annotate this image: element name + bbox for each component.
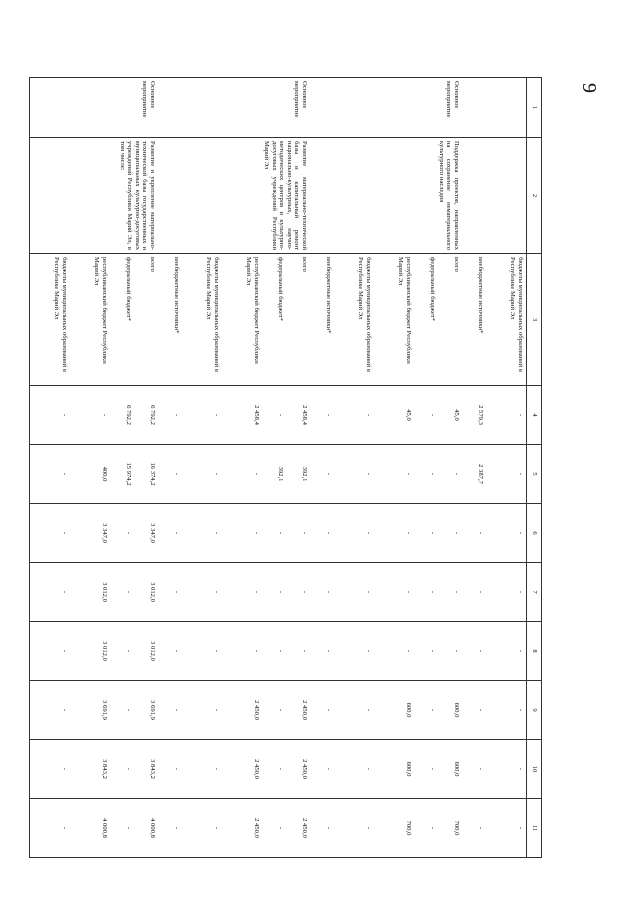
amount-cell: - <box>262 563 286 622</box>
amount-cell: - <box>310 681 334 740</box>
funding-source-cell: бюджеты муниципальных образований в Республике Марий Эл <box>334 254 374 386</box>
amount-cell: - <box>310 799 334 858</box>
amount-cell: 600,0 <box>438 681 462 740</box>
amount-cell: - <box>374 563 414 622</box>
amount-cell: - <box>110 622 134 681</box>
amount-cell: - <box>374 445 414 504</box>
amount-cell: - <box>414 622 438 681</box>
amount-cell: 2 450,0 <box>286 740 310 799</box>
amount-cell: - <box>414 504 438 563</box>
amount-cell: - <box>310 563 334 622</box>
amount-cell: 700,0 <box>438 799 462 858</box>
amount-cell: 2 579,3 <box>462 386 486 445</box>
table-row <box>438 78 462 858</box>
amount-cell: 3 691,9 <box>134 681 158 740</box>
amount-cell: 3 843,2 <box>70 740 110 799</box>
amount-cell: - <box>110 799 134 858</box>
amount-cell: - <box>110 740 134 799</box>
amount-cell: - <box>486 386 527 445</box>
activity-type-cell: Основное мероприятие <box>310 78 462 138</box>
amount-cell: 600,0 <box>438 740 462 799</box>
table-row <box>286 78 310 858</box>
amount-cell: - <box>182 799 222 858</box>
funding-source-cell: всего <box>438 254 462 386</box>
amount-cell: - <box>30 386 71 445</box>
amount-cell: - <box>310 445 334 504</box>
funding-source-cell: республиканский бюджет Республики Марий Эл <box>374 254 414 386</box>
amount-cell: - <box>158 504 182 563</box>
amount-cell: 3 012,0 <box>134 563 158 622</box>
amount-cell: - <box>286 622 310 681</box>
amount-cell: - <box>262 622 286 681</box>
amount-cell: - <box>374 622 414 681</box>
funding-source-cell: всего <box>286 254 310 386</box>
amount-cell: 600,0 <box>374 681 414 740</box>
amount-cell: 4 000,8 <box>70 799 110 858</box>
amount-cell: 45,0 <box>438 386 462 445</box>
amount-cell: - <box>486 504 527 563</box>
funding-source-cell: внебюджетные источники* <box>310 254 334 386</box>
amount-cell: - <box>310 740 334 799</box>
column-number: 10 <box>527 740 542 799</box>
funding-source-cell: федеральный бюджет* <box>262 254 286 386</box>
column-number: 9 <box>527 681 542 740</box>
amount-cell: - <box>222 504 262 563</box>
amount-cell: - <box>486 799 527 858</box>
amount-cell: - <box>30 681 71 740</box>
amount-cell: - <box>182 563 222 622</box>
column-number: 7 <box>527 563 542 622</box>
amount-cell: - <box>70 386 110 445</box>
amount-cell: - <box>438 563 462 622</box>
column-number: 5 <box>527 445 542 504</box>
amount-cell: 3 347,0 <box>134 504 158 563</box>
column-number: 8 <box>527 622 542 681</box>
amount-cell: 6 792,2 <box>110 386 134 445</box>
page-number: 9 <box>578 83 600 93</box>
amount-cell: 4 000,8 <box>134 799 158 858</box>
amount-cell: - <box>30 504 71 563</box>
amount-cell: - <box>158 386 182 445</box>
amount-cell: - <box>310 622 334 681</box>
column-number: 2 <box>527 138 542 254</box>
activity-name-cell: Развитие и укрепление материально-технической базы государственных и муниципальных культурно-досуговых учреждений Республики Марий Эл, в том числе: <box>30 138 159 254</box>
column-number: 6 <box>527 504 542 563</box>
amount-cell: 392,1 <box>286 445 310 504</box>
amount-cell: - <box>262 681 286 740</box>
amount-cell: - <box>182 622 222 681</box>
amount-cell: - <box>334 445 374 504</box>
amount-cell: 45,0 <box>374 386 414 445</box>
amount-cell: 3 012,0 <box>70 622 110 681</box>
column-number: 4 <box>527 386 542 445</box>
column-number: 1 <box>527 78 542 138</box>
amount-cell: - <box>310 504 334 563</box>
amount-cell: 2 450,0 <box>222 799 262 858</box>
column-number: 11 <box>527 799 542 858</box>
funding-source-cell: всего <box>134 254 158 386</box>
amount-cell: - <box>110 504 134 563</box>
amount-cell: - <box>262 740 286 799</box>
amount-cell: 6 792,2 <box>134 386 158 445</box>
amount-cell: 392,1 <box>262 445 286 504</box>
amount-cell: - <box>30 622 71 681</box>
funding-source-cell: республиканский бюджет Республики Марий Эл <box>70 254 110 386</box>
amount-cell: - <box>486 622 527 681</box>
amount-cell: - <box>158 740 182 799</box>
amount-cell: - <box>334 740 374 799</box>
amount-cell: - <box>334 386 374 445</box>
rotated-table-frame <box>53 77 542 857</box>
activity-type-cell <box>462 78 527 138</box>
amount-cell: - <box>462 622 486 681</box>
funding-source-cell: бюджеты муниципальных образований в Республике Марий Эл <box>182 254 222 386</box>
amount-cell: - <box>334 622 374 681</box>
amount-cell: - <box>486 681 527 740</box>
table-row <box>486 78 527 858</box>
amount-cell: - <box>110 563 134 622</box>
amount-cell: - <box>438 445 462 504</box>
amount-cell: - <box>334 563 374 622</box>
amount-cell: - <box>462 799 486 858</box>
amount-cell: - <box>462 740 486 799</box>
amount-cell: - <box>414 563 438 622</box>
amount-cell: 3 012,0 <box>70 563 110 622</box>
amount-cell: - <box>182 445 222 504</box>
amount-cell: 3 691,9 <box>70 681 110 740</box>
activity-name-cell: Поддержка проектов, направленных на сохранение нематериального культурного наследия <box>310 138 462 254</box>
activity-name-cell <box>462 138 527 254</box>
table-body <box>30 78 527 858</box>
amount-cell: 2 450,0 <box>286 799 310 858</box>
rotated-table-container <box>53 77 542 857</box>
amount-cell: - <box>222 445 262 504</box>
amount-cell: - <box>222 563 262 622</box>
amount-cell: - <box>30 445 71 504</box>
amount-cell: - <box>486 445 527 504</box>
amount-cell: 2 450,0 <box>222 740 262 799</box>
amount-cell: - <box>222 622 262 681</box>
amount-cell: - <box>310 386 334 445</box>
amount-cell: - <box>182 504 222 563</box>
table-row <box>134 78 158 858</box>
amount-cell: - <box>414 445 438 504</box>
amount-cell: - <box>182 386 222 445</box>
amount-cell: - <box>374 504 414 563</box>
amount-cell: 2 450,0 <box>286 681 310 740</box>
amount-cell: - <box>414 799 438 858</box>
amount-cell: 3 347,0 <box>70 504 110 563</box>
activity-name-cell: Развитие материально-технической базы и капитальный ремонт национально-культурных, научно-методических центров и культурно-досуговых учреждений Республики Марий Эл <box>158 138 310 254</box>
amount-cell: 2 450,0 <box>222 681 262 740</box>
amount-cell: - <box>30 563 71 622</box>
column-number: 3 <box>527 254 542 386</box>
amount-cell: - <box>462 504 486 563</box>
amount-cell: - <box>158 445 182 504</box>
amount-cell: - <box>414 386 438 445</box>
amount-cell: 2 458,4 <box>222 386 262 445</box>
amount-cell: - <box>414 740 438 799</box>
amount-cell: 3 012,0 <box>134 622 158 681</box>
amount-cell: - <box>486 563 527 622</box>
funding-source-cell: бюджеты муниципальных образований в Республике Марий Эл <box>30 254 71 386</box>
amount-cell: - <box>110 681 134 740</box>
amount-cell: - <box>30 799 71 858</box>
amount-cell: 2 458,4 <box>286 386 310 445</box>
amount-cell: 2 387,7 <box>462 445 486 504</box>
amount-cell: - <box>286 504 310 563</box>
amount-cell: 16 374,2 <box>134 445 158 504</box>
amount-cell: 600,0 <box>374 740 414 799</box>
activity-type-cell: Основное мероприятие <box>30 78 159 138</box>
amount-cell: 400,0 <box>70 445 110 504</box>
amount-cell: - <box>158 799 182 858</box>
amount-cell: - <box>158 681 182 740</box>
funding-source-cell: республиканский бюджет Республики Марий Эл <box>222 254 262 386</box>
activity-type-cell: Основное мероприятие <box>158 78 310 138</box>
amount-cell: 15 974,2 <box>110 445 134 504</box>
amount-cell: 700,0 <box>374 799 414 858</box>
amount-cell: - <box>486 740 527 799</box>
amount-cell: - <box>262 386 286 445</box>
amount-cell: - <box>158 563 182 622</box>
amount-cell: - <box>334 681 374 740</box>
funding-source-cell: внебюджетные источники* <box>158 254 182 386</box>
amount-cell: 3 843,2 <box>134 740 158 799</box>
amount-cell: - <box>462 681 486 740</box>
amount-cell: - <box>262 504 286 563</box>
funding-table <box>29 77 542 858</box>
funding-source-cell: федеральный бюджет* <box>414 254 438 386</box>
amount-cell: - <box>262 799 286 858</box>
amount-cell: - <box>286 563 310 622</box>
amount-cell: - <box>334 504 374 563</box>
amount-cell: - <box>30 740 71 799</box>
amount-cell: - <box>438 504 462 563</box>
amount-cell: - <box>158 622 182 681</box>
amount-cell: - <box>334 799 374 858</box>
funding-source-cell: бюджеты муниципальных образований в Республике Марий Эл <box>486 254 527 386</box>
amount-cell: - <box>414 681 438 740</box>
column-number-row <box>527 78 542 858</box>
amount-cell: - <box>182 681 222 740</box>
funding-source-cell: федеральный бюджет* <box>110 254 134 386</box>
amount-cell: - <box>438 622 462 681</box>
amount-cell: - <box>462 563 486 622</box>
amount-cell: - <box>182 740 222 799</box>
funding-source-cell: внебюджетные источники* <box>462 254 486 386</box>
